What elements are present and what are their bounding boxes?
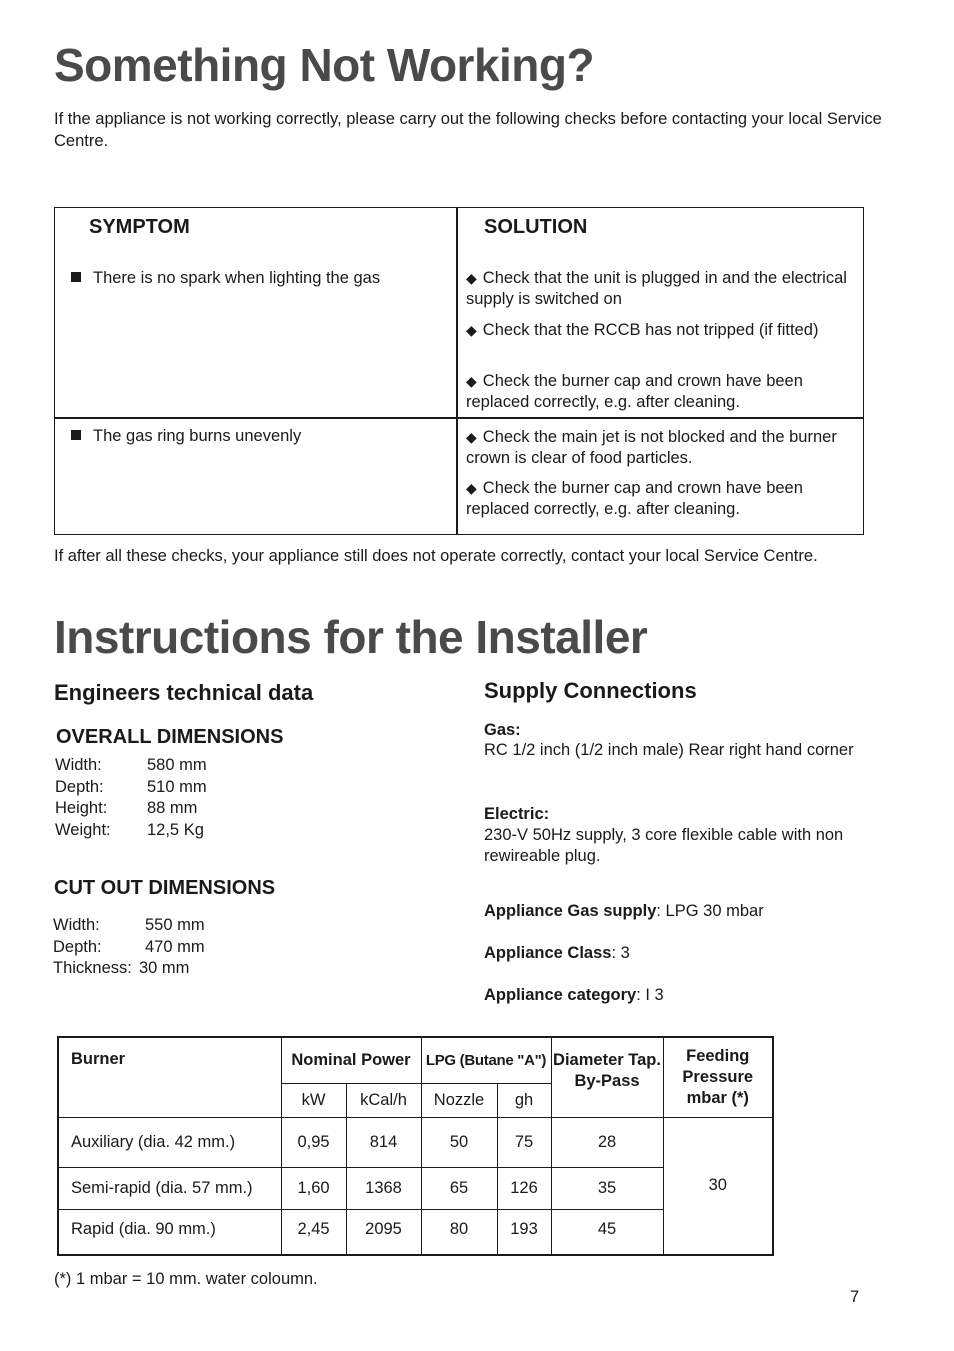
diamond-bullet-icon: ◆ xyxy=(466,373,477,389)
kcal-value: 2095 xyxy=(346,1209,421,1255)
solution-text: Check the burner cap and crown have been replaced correctly, e.g. after cleaning. xyxy=(466,372,803,411)
nominal-power-header: Nominal Power xyxy=(281,1037,421,1083)
burner-table xyxy=(57,1036,774,1256)
page-number: 7 xyxy=(850,1288,860,1306)
nozzle-value: 50 xyxy=(421,1117,497,1167)
dimension-row: Weight: 12,5 Kg xyxy=(55,820,204,839)
symptom-row-1 xyxy=(71,267,451,289)
gh-header: gh xyxy=(497,1083,551,1117)
solution-item xyxy=(466,371,856,413)
cut-out-dimensions-list xyxy=(53,915,205,980)
dimension-row: Height: 88 mm xyxy=(55,799,198,817)
electric-label: Electric: xyxy=(484,805,550,823)
square-bullet-icon xyxy=(71,272,81,282)
solution-text: Check that the RCCB has not tripped (if fitted) xyxy=(482,321,819,339)
page-title-troubleshooting: Something Not Working? xyxy=(54,39,595,91)
diameter-value: 28 xyxy=(551,1117,663,1167)
kw-value: 0,95 xyxy=(281,1117,346,1167)
dimension-row: Depth: 470 mm xyxy=(53,937,205,956)
solution-item xyxy=(466,320,856,341)
symptom-table-footer: If after all these checks, your appliance still does not operate correctly, contact your local Service Centre. xyxy=(54,547,818,565)
symptom-text: The gas ring burns unevenly xyxy=(93,427,302,445)
dimension-row: Depth: 510 mm xyxy=(55,777,207,796)
square-bullet-icon xyxy=(71,430,81,440)
symptom-row-2 xyxy=(71,425,451,447)
supply-connections-heading: Supply Connections xyxy=(484,678,697,703)
kw-value: 2,45 xyxy=(281,1209,346,1255)
burner-name: Rapid (dia. 90 mm.) xyxy=(58,1209,281,1255)
kw-header: kW xyxy=(281,1083,346,1117)
diameter-value: 35 xyxy=(551,1167,663,1209)
solution-item xyxy=(466,427,856,469)
diameter-header: Diameter Tap. By-Pass xyxy=(551,1037,663,1117)
diamond-bullet-icon: ◆ xyxy=(466,322,477,338)
appliance-category: Appliance category: I 3 xyxy=(484,986,664,1004)
symptom-table-divider xyxy=(456,207,458,535)
gh-value: 193 xyxy=(497,1209,551,1255)
gas-text: RC 1/2 inch (1/2 inch male) Rear right hand corner xyxy=(484,741,854,759)
dimension-row: Thickness: 30 mm xyxy=(53,959,190,977)
solution-item xyxy=(466,478,856,520)
kcal-value: 1368 xyxy=(346,1167,421,1209)
solution-text: Check that the unit is plugged in and the electrical supply is switched on xyxy=(466,269,847,308)
symptom-table-row-divider xyxy=(54,417,864,419)
diamond-bullet-icon: ◆ xyxy=(466,270,477,286)
troubleshooting-intro: If the appliance is not working correctly, please carry out the following checks before contacting your local Service Centre. xyxy=(54,110,882,150)
table-row xyxy=(58,1117,773,1167)
kcal-header: kCal/h xyxy=(346,1083,421,1117)
gh-value: 75 xyxy=(497,1117,551,1167)
page-title-installer: Instructions for the Installer xyxy=(54,611,648,663)
overall-dimensions-heading: OVERALL DIMENSIONS xyxy=(56,726,284,748)
table-footnote: (*) 1 mbar = 10 mm. water coloumn. xyxy=(54,1270,318,1288)
lpg-header: LPG (Butane "A") xyxy=(421,1037,551,1083)
kcal-value: 814 xyxy=(346,1117,421,1167)
kw-value: 1,60 xyxy=(281,1167,346,1209)
appliance-gas-supply: Appliance Gas supply: LPG 30 mbar xyxy=(484,902,764,920)
symptom-header: SYMPTOM xyxy=(89,216,190,238)
electric-text: 230-V 50Hz supply, 3 core flexible cable with non rewireable plug. xyxy=(484,826,844,865)
burner-name: Auxiliary (dia. 42 mm.) xyxy=(58,1117,281,1167)
feeding-pressure-header: Feeding Pressure mbar (*) xyxy=(663,1037,773,1117)
burner-header: Burner xyxy=(58,1037,281,1117)
nozzle-value: 65 xyxy=(421,1167,497,1209)
solution-text: Check the burner cap and crown have been replaced correctly, e.g. after cleaning. xyxy=(466,479,803,518)
engineers-heading: Engineers technical data xyxy=(54,680,314,705)
feeding-pressure-value: 30 xyxy=(663,1117,773,1255)
solution-item xyxy=(466,268,856,310)
dimension-row: Width: 580 mm xyxy=(55,756,207,774)
solution-text: Check the main jet is not blocked and the burner crown is clear of food particles. xyxy=(466,428,837,467)
nozzle-value: 80 xyxy=(421,1209,497,1255)
dimension-row: Width: 550 mm xyxy=(53,916,205,934)
gas-label: Gas: xyxy=(484,721,521,739)
solution-header: SOLUTION xyxy=(484,216,588,238)
appliance-class: Appliance Class: 3 xyxy=(484,944,630,962)
symptom-text: There is no spark when lighting the gas xyxy=(93,269,381,287)
burner-name: Semi-rapid (dia. 57 mm.) xyxy=(58,1167,281,1209)
diamond-bullet-icon: ◆ xyxy=(466,480,477,496)
diameter-value: 45 xyxy=(551,1209,663,1255)
nozzle-header: Nozzle xyxy=(421,1083,497,1117)
overall-dimensions-list xyxy=(55,755,207,841)
gh-value: 126 xyxy=(497,1167,551,1209)
cut-out-dimensions-heading: CUT OUT DIMENSIONS xyxy=(54,877,276,899)
diamond-bullet-icon: ◆ xyxy=(466,429,477,445)
